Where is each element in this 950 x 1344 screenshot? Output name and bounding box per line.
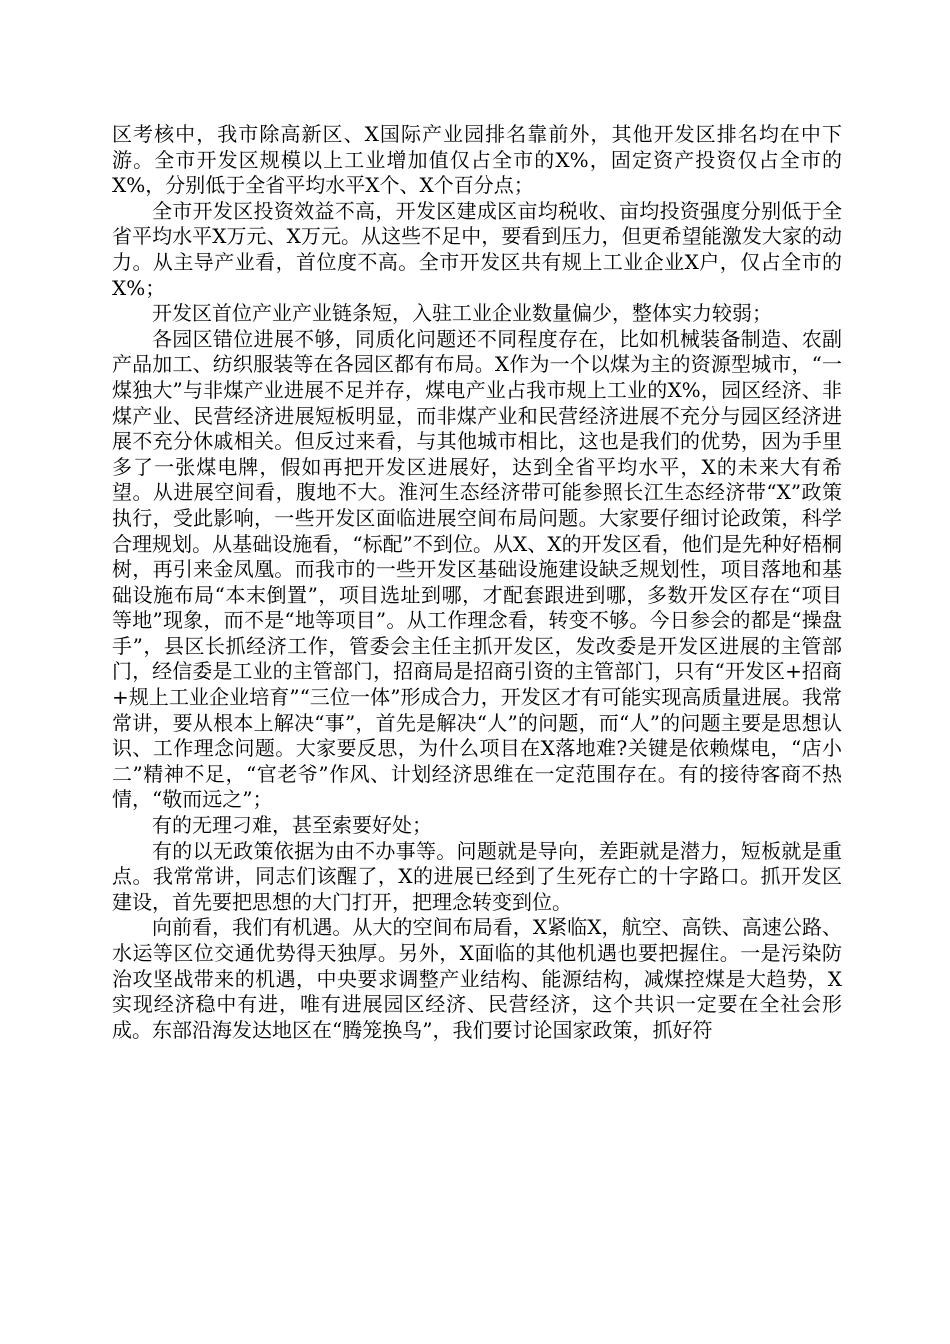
paragraph-1: 区考核中，我市除高新区、X国际产业园排名靠前外，其他开发区排名均在中下游。全市开发区规模以上工业增加值仅占全市的X%，固定资产投资仅占全市的X%，分别低于全省平均水平X个、X个百分点；	[112, 122, 842, 198]
paragraph-3: 开发区首位产业产业链条短，入驻工业企业数量偏少，整体实力较弱；	[152, 301, 772, 326]
paragraph-5: 有的无理刁难，甚至索要好处；	[152, 813, 432, 838]
paragraph-4: 各园区错位进展不够，同质化问题还不同程度存在，比如机械装备制造、农副产品加工、纺织服装等在各园区都有布局。X作为一个以煤为主的资源型城市，“一煤独大”与非煤产业进展不足并存，煤电产业占我市规上工业的X%，园区经济、非煤产业、民营经济进展短板明显，而非煤产业和民营经济进展不充分与园区经济进展不充分休戚相关。但反过来看，与其他城市相比，这也是我们的优势，因为手里多了一张煤电牌，假如再把开发区进展好，达到全省平均水平，X的未来大有希望。从进展空间看，腹地不大。淮河生态经济带可能参照长江生态经济带“X”政策执行，受此影响，一些开发区面临进展空间布局问题。大家要仔细讨论政策，科学合理规划。从基础设施看，“标配”不到位。从X、X的开发区看，他们是先种好梧桐树，再引来金凤凰。而我市的一些开发区基础设施建设缺乏规划性，项目落地和基础设施布局“本末倒置”，项目选址到哪，才配套跟进到哪，多数开发区存在“项目等地”现象，而不是“地等项目”。从工作理念看，转变不够。今日参会的都是“操盘手”，县区长抓经济工作，管委会主任主抓开发区，发改委是开发区进展的主管部门，经信委是工业的主管部门，招商局是招商引资的主管部门，只有“开发区+招商+规上工业企业培育”“三位一体”形成合力，开发区才有可能实现高质量进展。我常常讲，要从根本上解决“事”，首先是解决“人”的问题，而“人”的问题主要是思想认识、工作理念问题。大家要反思，为什么项目在X落地难?关键是依赖煤电，“店小二”精神不足，“官老爷”作风、计划经济思维在一定范围存在。有的接待客商不热情，“敬而远之”；	[112, 326, 842, 812]
body-text	[112, 122, 842, 1043]
paragraph-2: 全市开发区投资效益不高，开发区建成区亩均税收、亩均投资强度分别低于全省平均水平X万元、X万元。从这些不足中，要看到压力，但更希望能激发大家的动力。从主导产业看，首位度不高。全市开发区共有规上工业企业X户，仅占全市的X%；	[112, 198, 842, 300]
paragraph-6: 有的以无政策依据为由不办事等。问题就是导向，差距就是潜力，短板就是重点。我常常讲，同志们该醒了，X的进展已经到了生死存亡的十字路口。抓开发区建设，首先要把思想的大门打开，把理念转变到位。	[112, 838, 842, 914]
paragraph-7: 向前看，我们有机遇。从大的空间布局看，X紧临X，航空、高铁、高速公路、水运等区位交通优势得天独厚。另外，X面临的其他机遇也要把握住。一是污染防治攻坚战带来的机遇，中央要求调整产业结构、能源结构，减煤控煤是大趋势，X实现经济稳中有进，唯有进展园区经济、民营经济，这个共识一定要在全社会形成。东部沿海发达地区在“腾笼换鸟”，我们要讨论国家政策，抓好符	[112, 915, 842, 1042]
